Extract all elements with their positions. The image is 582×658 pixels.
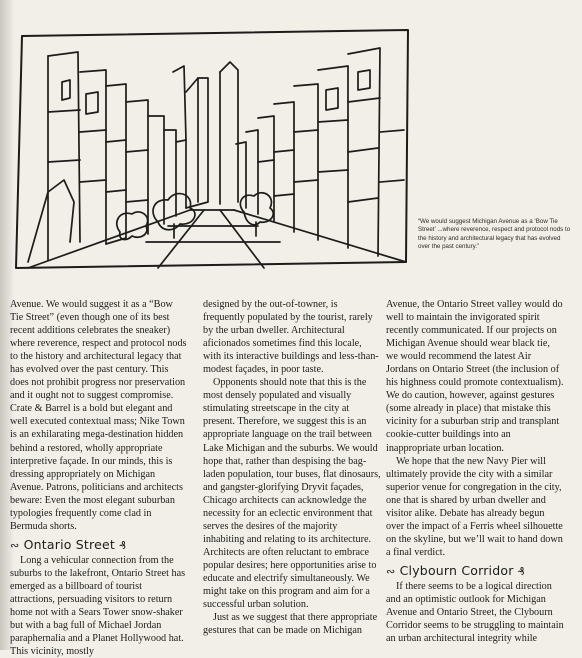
paragraph: Just as we suggest that there appropriate gestures that can be made on Michigan [203, 612, 378, 637]
section-heading-clybourn [386, 564, 564, 578]
paragraph: designed by the out-of-towner, is frequently populated by the tourist, rarely by the urban dweller. Architectural aficionados sometimes find this locale, with its interactive buildings and less-than-modest façades, in poor taste. [203, 299, 379, 376]
ornament-right-icon: ₰ [119, 538, 127, 552]
text-column-2 [203, 298, 381, 637]
figure-caption: “We would suggest Michigan Avenue as a ‘Bow Tie Street’ ...where reverence, respect and protocol nods to the history and architectural legacy that has evolved over the past century.” [418, 218, 571, 251]
paragraph: Opponents should note that this is the most densely populated and visually stimulating streetscape in the city at present. Therefore, we suggest this is an appropriate language on the trail between Lake Michigan and the suburbs. We would hope that, rather than despising the bag-laden population, tour buses, flat dinosaurs, and gangster-glorifying Dryvit façades, Chicago architects can acknowledge the necessity for an eclectic environment that serves the desires of the majority inhabiting and relating to its architecture. Architects are often reluctant to embrace popular desires; here opportunities arise to educate and electrify simultaneously. We might take on this program and aim for a successful urban solution. [203, 377, 381, 611]
street-sketch-illustration [8, 12, 413, 274]
paragraph: Avenue, the Ontario Street valley would do well to maintain the invigorated spirit recently communicated. If our projects on Michigan Avenue should wear black tie, we would recommend the latest Air Jordans on Ontario Street (the inclusion of his highness could promote contextualism). We do caution, however, against gestures (some already in place) that mistake this vicinity for a suburban strip and transplant cookie-cutter buildings into an inappropriate urban location. [386, 299, 564, 454]
paragraph: If there seems to be a logical direction and an optimistic outlook for Michigan Avenue and Ontario Street, the Clybourn Corridor seems to be struggling to maintain an urban architectural integrity while [386, 580, 564, 645]
paragraph: We hope that the new Navy Pier will ultimately provide the city with a similar superior venue for congregation in the city, one that is shared by urban dweller and visitor alike. Debate has already begun over the impact of a Ferris wheel silhouette on the skyline, but we’ll wait to hand down a final verdict. [386, 455, 563, 558]
heading-text: Ontario Street [23, 536, 115, 552]
ornament-left-icon: ∾ [386, 564, 396, 578]
ornament-right-icon: ₰ [517, 564, 525, 578]
text-column-1 [10, 298, 188, 658]
section-heading-ontario [10, 538, 188, 552]
paragraph: Avenue. We would suggest it as a “Bow Tie Street” (even though one of its best recent additions celebrates the sneaker) where reverence, respect and protocol nods to the history and architectural legacy that has evolved over the past century. This does not prohibit progress nor preservation and it ought not to suggest compromise. Crate & Barrel is a bold but elegant and well executed contextual mass; Nike Town is an exhilarating mega-destination hidden behind a restored, wholly appropriate interpretive façade. In our minds, this is dressing appropriately on Michigan Avenue. Patrons, politicians and architects beware: Even the most elegant suburban typologies frequently come clad in Bermuda shorts. [10, 299, 187, 532]
text-column-3 [386, 298, 564, 645]
paragraph: Long a vehicular connection from the suburbs to the lakefront, Ontario Street has emerged as a billboard of tourist attractions, persuading visitors to return home not with a Sears Tower snow-shaker but with a bag full of Michael Jordan paraphernalia and a Planet Hollywood hat. This vicinity, mostly [10, 554, 186, 658]
heading-text: Clybourn Corridor [399, 562, 514, 578]
ornament-left-icon: ∾ [10, 538, 20, 552]
street-sketch-drawing [8, 12, 413, 274]
